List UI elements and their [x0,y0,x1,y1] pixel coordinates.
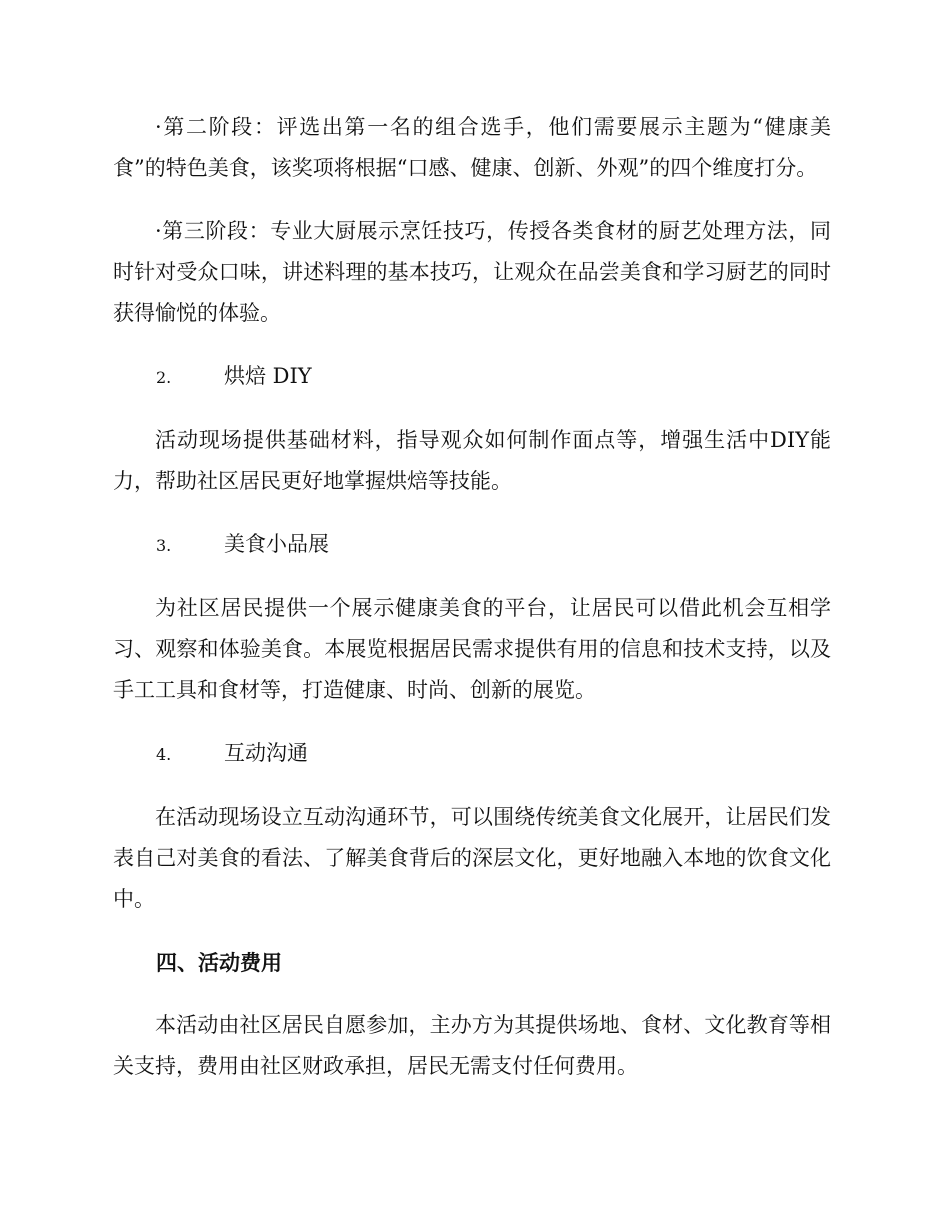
list-item-number: 2. [156,368,172,387]
document-body [113,107,831,1109]
paragraph-food-exhibit: 为社区居民提供一个展示健康美食的平台，让居民可以借此机会互相学习、观察和体验美食。本展览根据居民需求提供有用的信息和技术支持，以及手工工具和食材等，打造健康、时尚、创新的展览。 [113,596,831,702]
paragraph-stage-2: ·第二阶段：评选出第一名的组合选手，他们需要展示主题为“健康美食”的特色美食，该奖项将根据“口感、健康、创新、外观”的四个维度打分。 [113,115,831,180]
paragraph-stage-3: ·第三阶段：专业大厨展示烹饪技巧，传授各类食材的厨艺处理方法，同时针对受众口味，讲述料理的基本技巧，让观众在品尝美食和学习厨艺的同时获得愉悦的体验。 [113,219,831,325]
list-item-title: 美食小品展 [224,532,329,556]
paragraph-cost: 本活动由社区居民自愿参加，主办方为其提供场地、食材、文化教育等相关支持，费用由社区财政承担，居民无需支付任何费用。 [113,1013,831,1078]
list-item-title: 互动沟通 [224,741,308,765]
list-item-number: 3. [156,536,172,555]
list-item-food-exhibit [113,524,831,566]
paragraph-interaction: 在活动现场设立互动沟通环节，可以围绕传统美食文化展开，让居民们发表自己对美食的看法、了解美食背后的深层文化，更好地融入本地的饮食文化中。 [113,805,831,911]
list-item-baking-diy [113,356,831,398]
list-item-interaction [113,733,831,775]
list-item-number: 4. [156,745,172,764]
list-item-title: 烘焙 DIY [224,364,312,388]
section-heading-cost: 四、活动费用 [156,950,282,975]
paragraph-baking-diy: 活动现场提供基础材料，指导观众如何制作面点等，增强生活中DIY能力，帮助社区居民更好地掌握烘焙等技能。 [113,428,831,493]
